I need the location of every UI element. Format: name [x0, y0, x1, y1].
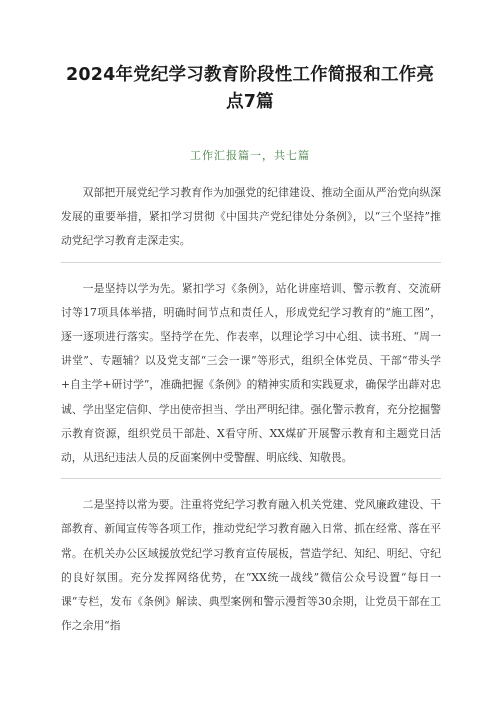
document-title: 2024年党纪学习教育阶段性工作简报和工作亮点7篇 [65, 65, 435, 112]
paragraph-point-one: 一是坚持以学为先。紧扣学习《条例》，站化讲座培训、警示教育、交流研讨等17项具体举措，明确时间节点和责任人，形成党纪学习教育的“施工图”，逐一逐项进行落实。坚持学在先、作表率，以理论学习中心组、读书班、“周一讲堂”、专题辅？以及党支部“三会一课”等形式，组织全体党员、干部“带头学+自主学+研讨学”，准确把握《条例》的精神实质和实践夏求，确保学出薜对忠诚、学出坚定信仰、学出使帝担当、学出严明纪律。强化警示教育，充分挖掘警示教育资源，组织党员干部赴、X看守所、XX煤矿开展警示教育和主题党日活动，从迅纪违法人员的反面案例中受警醒、明底线、知敬畏。 [61, 281, 441, 465]
paragraph-point-two: 二是坚持以常为要。注重将党纪学习教育融入机关党建、党风廉政建设、干部教育、新闻宣传等各项工作，推动党纪学习教育融入日常、抓在经常、落在平常。在机关办公区域援放党纪学习教育宣传展板，营造学纪、知纪、明纪、守纪的良好氛围。充分发挥网络优势，在“XX统一战线”微信公众号设置“每日一课”专栏，发布《条例》解读、典型案例和警示漫哲等30余期，让党员干部在工作之余用“指 [61, 498, 441, 633]
paragraph-divider [61, 478, 441, 479]
paragraph-intro: 双部把开展党纪学习教育作为加强党的纪律建设、推动全面从严治党向纵深发展的重要举措，紧扣学习贯彻《中国共产党纪律处分条例》，以“三个坚持”推动党纪学习教育走深走实。 [61, 186, 441, 248]
document-body [61, 181, 441, 638]
paragraph-divider [61, 262, 441, 263]
document-subtitle: 工作汇报篇一，共七篇 [190, 149, 310, 162]
